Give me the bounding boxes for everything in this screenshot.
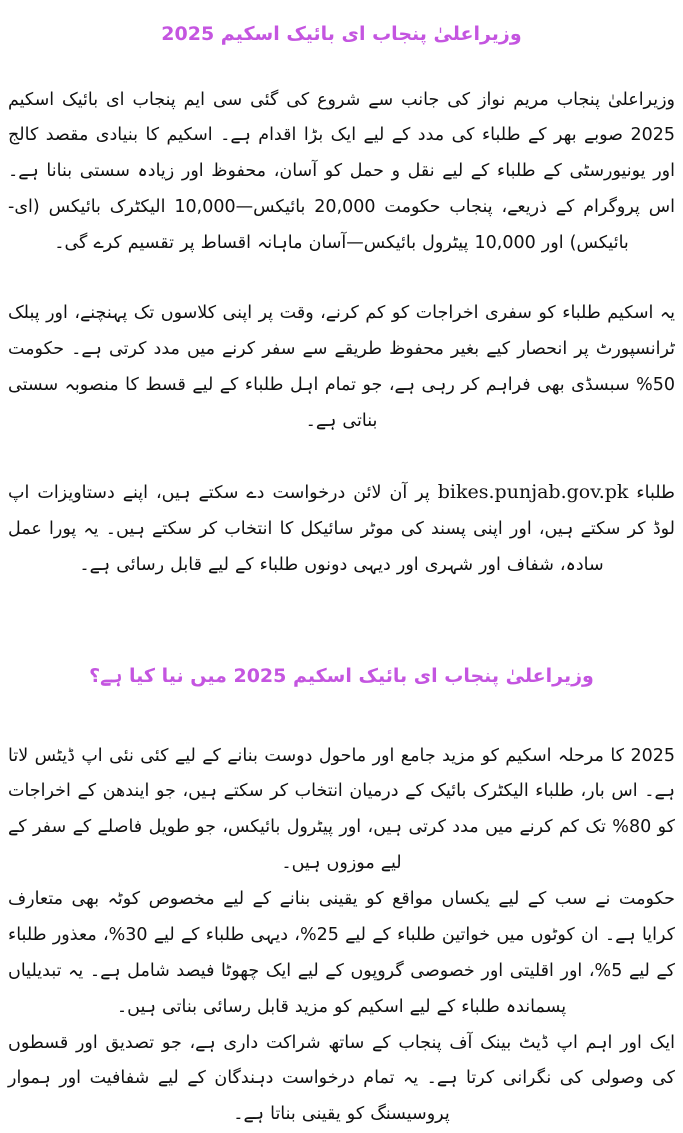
intro-section (8, 83, 675, 585)
intro-paragraph-3 (8, 473, 675, 584)
intro-paragraph-2: یہ اسکیم طلباء کو سفری اخراجات کو کم کرنے، وقت پر اپنی کلاسوں تک پہنچنے، اور پبلک ٹرانسپورٹ پر انحصار کیے بغیر محفوظ طریقے سے سفر کرنے میں مدد کرتی ہے۔ حکومت 50% سبسڈی بھی فراہم کر رہی ہے، جو تمام اہل طلباء کے لیے قسط کا منصوبہ سستی بناتی ہے۔ (8, 302, 675, 431)
section-title: وزیراعلیٰ پنجاب ای بائیک اسکیم 2025 میں نیا کیا ہے؟ (89, 665, 594, 688)
updates-paragraph-3: ایک اور اہم اپ ڈیٹ بینک آف پنجاب کے ساتھ شراکت داری ہے، جو تصدیق اور قسطوں کی وصولی کی نگرانی کرتا ہے۔ یہ تمام درخواست دہندگان کے لیے شفافیت اور ہموار پروسیسنگ کو یقینی بناتا ہے۔ (8, 1032, 675, 1125)
updates-paragraph-1: 2025 کا مرحلہ اسکیم کو مزید جامع اور ماحول دوست بنانے کے لیے کئی نئی اپ ڈیٹس لاتا ہے۔ اس بار، طلباء الیکٹرک بائیک کے درمیان انتخاب کر سکتے ہیں، جو ایندھن کے اخراجات کو 80% تک کم کرنے میں مدد کرتی ہیں، اور پیٹرول بائیکس، جو طویل فاصلے کے سفر کے لیے موزوں ہیں۔ (8, 745, 675, 874)
spacer-before-section-title (8, 584, 675, 618)
updates-section (8, 739, 675, 1133)
page-title: وزیراعلیٰ پنجاب ای بائیک اسکیم 2025 (161, 23, 522, 45)
application-website-link[interactable]: bikes.punjab.gov.pk (437, 481, 629, 504)
spacer-paragraph-2-3 (8, 439, 675, 473)
spacer-paragraph-1-2 (8, 262, 675, 296)
intro-paragraph-3-lead: طلباء (628, 483, 675, 504)
intro-paragraph-1: وزیراعلیٰ پنجاب مریم نواز کی جانب سے شروع کی گئی سی ایم پنجاب ای بائیک اسکیم 2025 صوبے بھر کے طلباء کی مدد کے لیے ایک بڑا اقدام ہے۔ اسکیم کا بنیادی مقصد کالج اور یونیورسٹی کے طلباء کے لیے نقل و حمل کو آسان، محفوظ اور زیادہ سستی بنانا ہے۔ اس پروگرام کے ذریعے، پنجاب حکومت 20,000 بائیکس—10,000 الیکٹرک بائیکس (ای-بائیکس) اور 10,000 پیٹرول بائیکس—آسان ماہانہ اقساط پر تقسیم کرے گی۔ (8, 89, 675, 253)
article-page (0, 12, 683, 1133)
spacer-after-title (8, 49, 675, 83)
spacer-before-section-title-extra (8, 618, 675, 644)
spacer-after-section-title-extra (8, 729, 675, 739)
spacer-after-section-title (8, 695, 675, 729)
updates-paragraph-2: حکومت نے سب کے لیے یکساں مواقع کو یقینی بنانے کے لیے مخصوص کوٹہ بھی متعارف کرایا ہے۔ ان کوٹوں میں خواتین طلباء کے لیے 25%، دیہی طلباء کے لیے 30%، معذور طلباء کے لیے 5%، اور اقلیتی اور خصوصی گروپوں کے لیے ایک چھوٹا فیصد شامل ہے۔ یہ تبدیلیاں پسماندہ طلباء کے لیے اسکیم کو مزید قابل رسائی بناتی ہیں۔ (8, 889, 676, 1017)
intro-paragraph-3-tail: پر آن لائن درخواست دے سکتے ہیں، اپنے دستاویزات اپ لوڈ کر سکتے ہیں، اور اپنی پسند کی موٹر سائیکل کا انتخاب کر سکتے ہیں۔ یہ پورا عمل سادہ، شفاف اور شہری اور دیہی دونوں طلباء کے لیے قابل رسائی ہے۔ (8, 483, 675, 576)
